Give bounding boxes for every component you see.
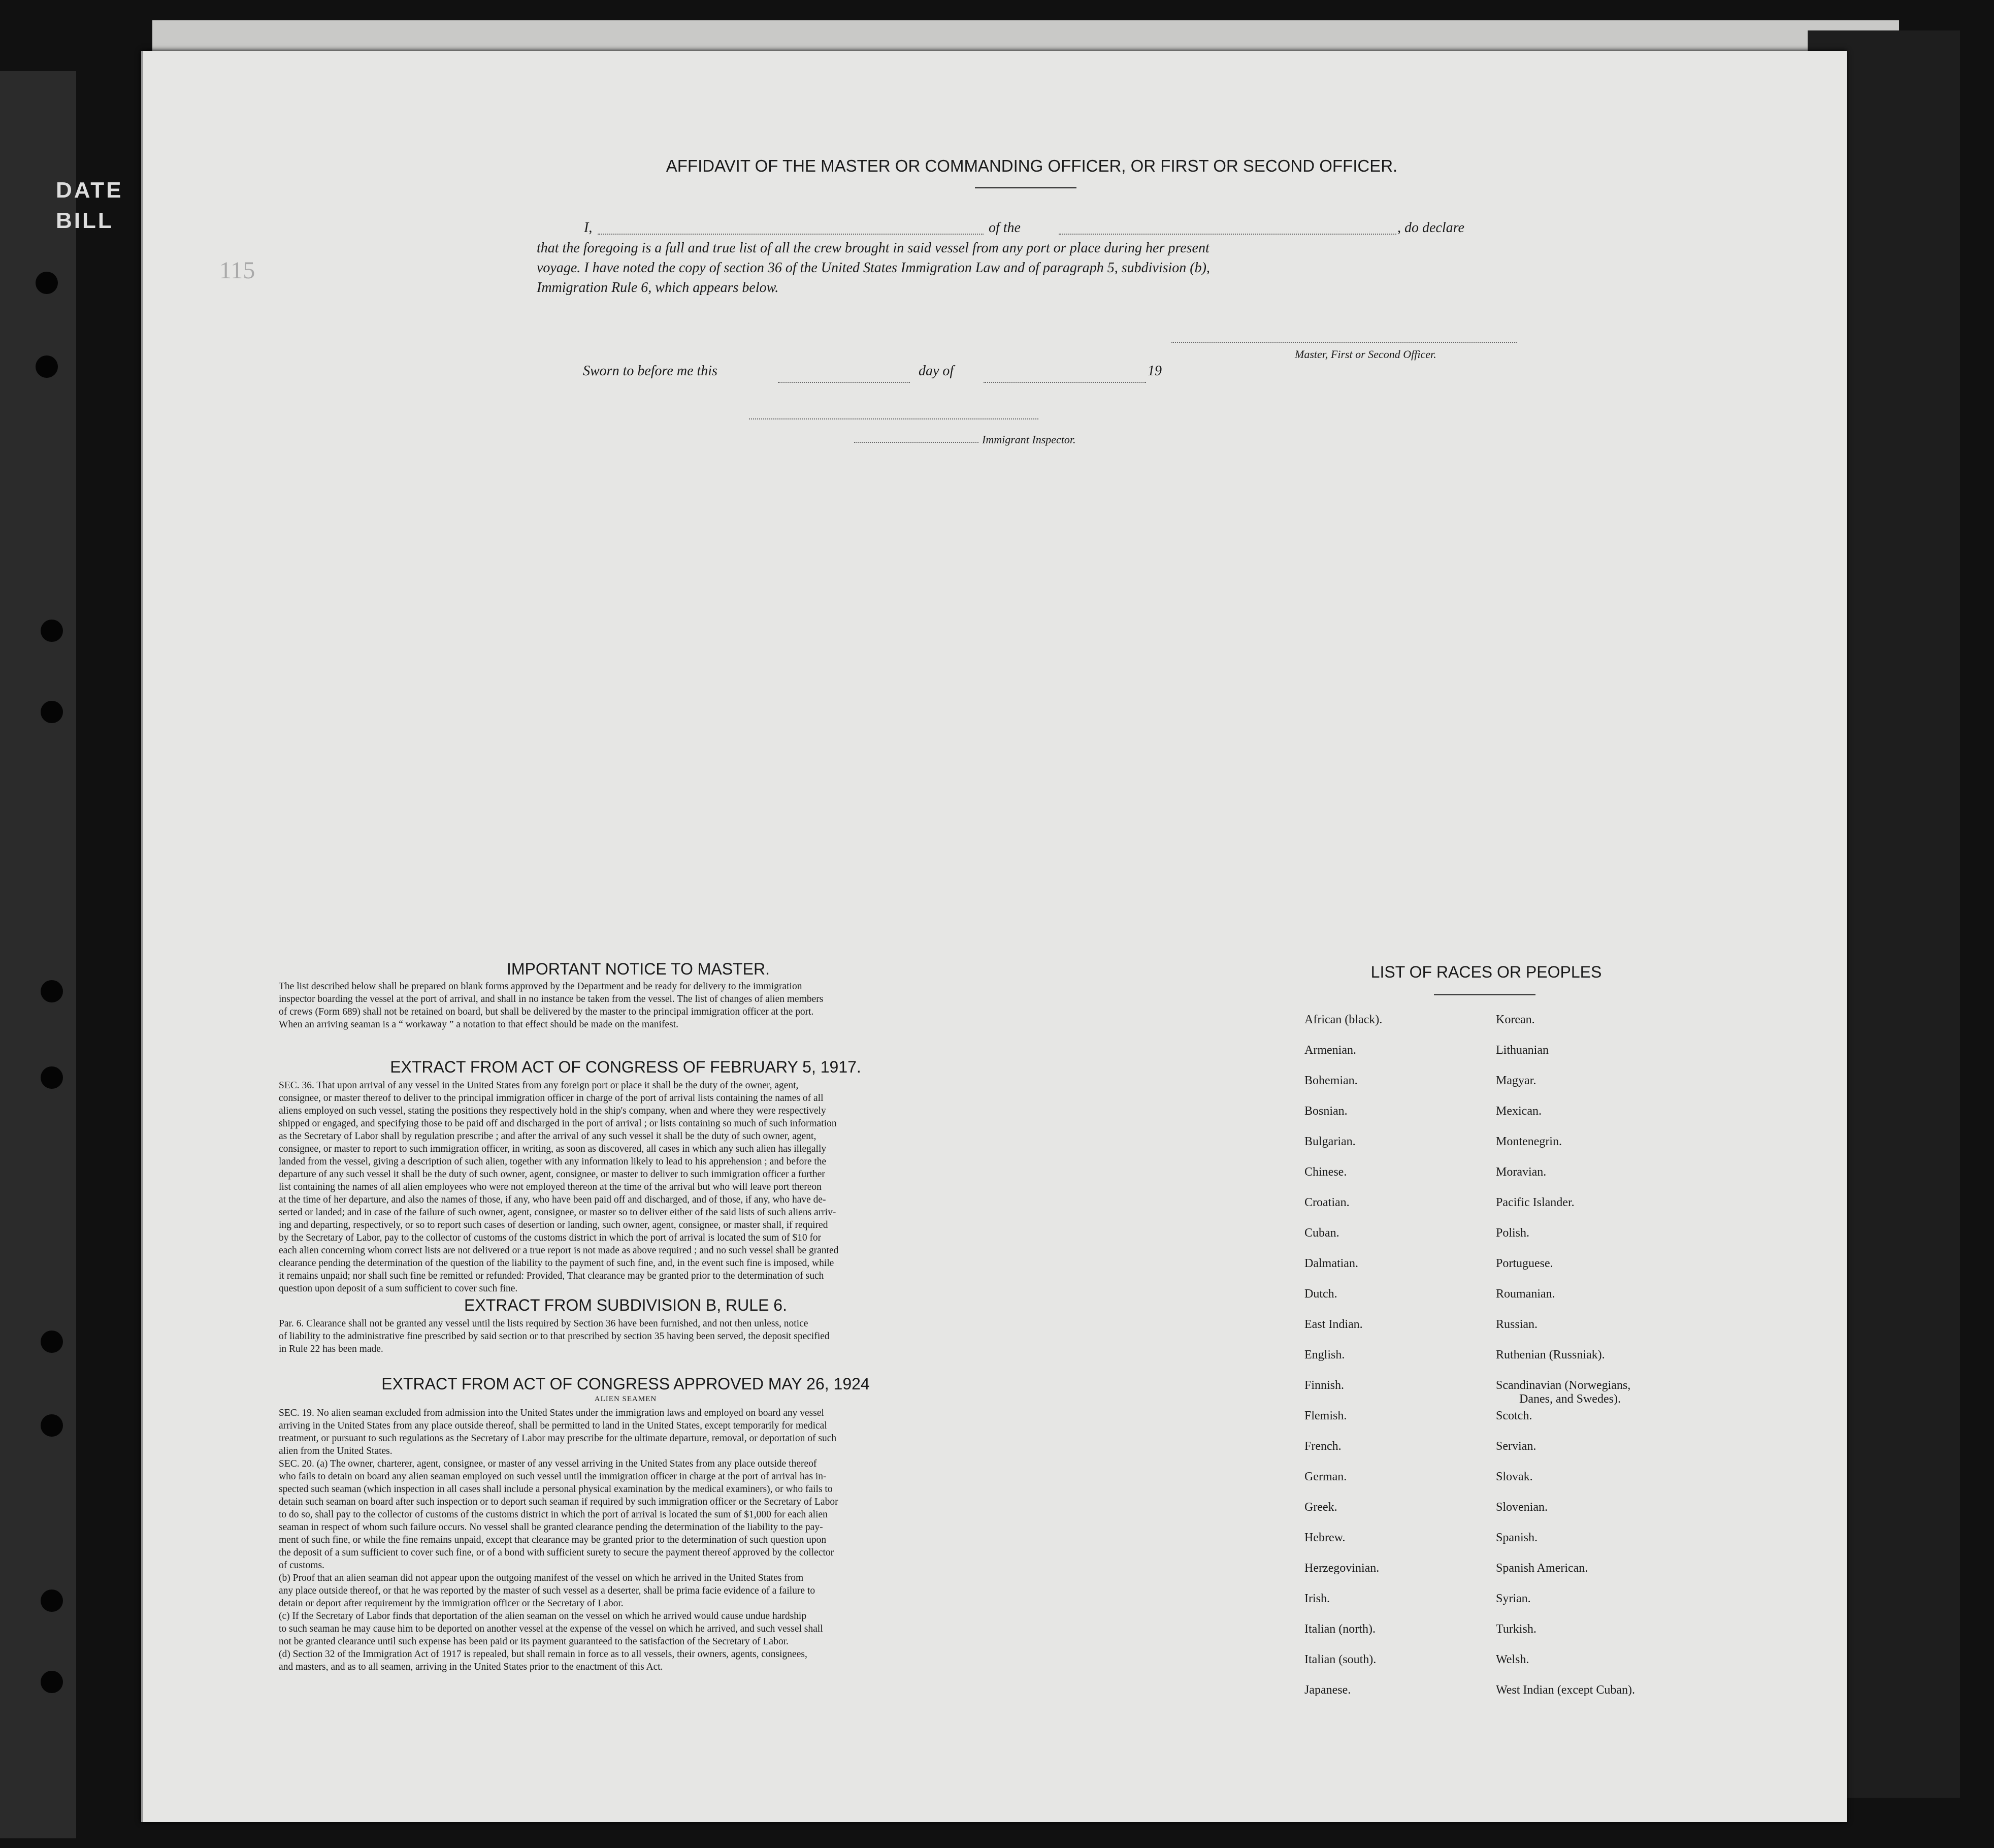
day-of-label: day of	[919, 363, 954, 379]
master-signature-line[interactable]	[1171, 342, 1517, 343]
race-item: Roumanian.	[1496, 1287, 1555, 1301]
year-prefix: 19	[1148, 363, 1162, 379]
race-item: Spanish.	[1496, 1531, 1538, 1544]
race-item: Danes, and Swedes).	[1519, 1392, 1621, 1406]
text-line: of crews (Form 689) shall not be retained on board, but shall be delivered by the master to the principal immigration officer at the port.	[279, 1007, 814, 1017]
sworn-month-line[interactable]	[984, 382, 1146, 383]
text-line: SEC. 20. (a) The owner, charterer, agent, consignee, or master of any vessel arriving in the United States from any place outside thereof	[279, 1458, 817, 1469]
race-item: West Indian (except Cuban).	[1496, 1683, 1635, 1697]
text-line: Par. 6. Clearance shall not be granted any vessel until the lists required by Section 36 have been furnished, and not then unless, notice	[279, 1318, 808, 1329]
text-line: to such seaman he may cause him to be deported on another vessel at the expense of the vessel on which he arrived, and such vessel shall	[279, 1624, 823, 1634]
notice-body	[279, 980, 939, 1031]
races-title: LIST OF RACES OR PEOPLES	[1370, 963, 1602, 981]
text-line: each alien concerning whom correct lists are not delivered or a true report is not made as above required ; and no such vessel shall be granted	[279, 1245, 839, 1256]
text-line: any place outside thereof, or that he was reported by the master of such vessel as a deserter, shall be prima facie evidence of a failure to	[279, 1585, 815, 1596]
bleed-page-number: 115	[219, 257, 255, 284]
text-line: detain such seaman on board after such inspection or to deport such seaman if required by such immigration officer or the Secretary of Labor	[279, 1497, 838, 1507]
race-item: Hebrew.	[1304, 1531, 1346, 1544]
race-item: Scotch.	[1496, 1409, 1532, 1422]
text-line: When an arriving seaman is a “ workaway ” a notation to that effect should be made on the manifest.	[279, 1019, 678, 1030]
race-item: Spanish American.	[1496, 1562, 1588, 1575]
affidavit-title: AFFIDAVIT OF THE MASTER OR COMMANDING OFFICER, OR FIRST OR SECOND OFFICER.	[666, 156, 1398, 175]
race-item: Irish.	[1304, 1592, 1330, 1605]
text-line: who fails to detain on board any alien seaman employed on such vessel until the immigration officer in charge at the port of arrival has in-	[279, 1471, 827, 1482]
binding-strip-left	[0, 71, 76, 1838]
race-item: Polish.	[1496, 1226, 1530, 1240]
text-line: not be granted clearance until such expense has been paid or its payment guaranteed to the satisfaction of the Secretary of Labor.	[279, 1636, 789, 1647]
race-item: Lithuanian	[1496, 1044, 1549, 1057]
text-line: in Rule 22 has been made.	[279, 1344, 383, 1354]
race-item: Bosnian.	[1304, 1105, 1348, 1118]
races-title-underline	[1434, 994, 1535, 995]
affidavit-of-the: of the	[989, 220, 1021, 236]
race-item: African (black).	[1304, 1013, 1383, 1026]
text-line: ing and departing, respectively, or so to report such cases of desertion or landing, such owner, agent, consignee, or master shall, if required	[279, 1220, 828, 1230]
text-line: spected such seaman (which inspection in all cases shall include a personal physical examination by the medical examiners), or who fails to	[279, 1484, 833, 1495]
race-item: Cuban.	[1304, 1226, 1339, 1240]
extract-1924-subtitle: ALIEN SEAMEN	[594, 1395, 657, 1403]
extract-rule6-title: EXTRACT FROM SUBDIVISION B, RULE 6.	[464, 1296, 787, 1314]
race-item: Scandinavian (Norwegians,	[1496, 1379, 1631, 1392]
race-item: Dutch.	[1304, 1287, 1337, 1301]
text-line: SEC. 36. That upon arrival of any vessel in the United States from any foreign port or place it shall be the duty of the owner, agent,	[279, 1080, 799, 1091]
race-item: Portuguese.	[1496, 1257, 1553, 1270]
race-item: English.	[1304, 1348, 1345, 1361]
vessel-fill-line[interactable]	[1059, 234, 1396, 235]
race-item: Chinese.	[1304, 1165, 1347, 1179]
race-item: Russian.	[1496, 1318, 1538, 1331]
notice-title: IMPORTANT NOTICE TO MASTER.	[507, 960, 770, 978]
affidavit-i: I,	[584, 220, 593, 236]
text-line: shipped or engaged, and specifying those to be paid off and discharged in the port of arrival ; or lists containing so much of such information	[279, 1118, 837, 1129]
race-item: Finnish.	[1304, 1379, 1345, 1392]
form-page	[141, 51, 1847, 1822]
text-line: (b) Proof that an alien seaman did not appear upon the outgoing manifest of the vessel on which he arrived in the United States from	[279, 1573, 804, 1583]
text-line: it remains unpaid; nor shall such fine be remitted or refunded: Provided, That clearance may be granted prior to the determination of such	[279, 1271, 824, 1281]
binding-hole	[41, 701, 63, 723]
binding-hole	[41, 1331, 63, 1353]
race-item: Flemish.	[1304, 1409, 1347, 1422]
margin-mark-date: DATE	[56, 178, 123, 203]
affidavit-do-declare: , do declare	[1397, 220, 1464, 236]
extract-1917-title: EXTRACT FROM ACT OF CONGRESS OF FEBRUARY 5, 1917.	[390, 1058, 861, 1076]
text-line: consignee, or master to report to such immigration officer, in writing, as soon as discovered, all cases in which any such alien has illegally	[279, 1144, 827, 1154]
text-line: seaman in respect of whom such failure occurs. No vessel shall be granted clearance pending the determination of the liability to the pay-	[279, 1522, 823, 1533]
race-item: Slovak.	[1496, 1470, 1533, 1483]
race-item: Ruthenian (Russniak).	[1496, 1348, 1605, 1361]
race-item: East Indian.	[1304, 1318, 1363, 1331]
sworn-label: Sworn to before me this	[583, 363, 717, 379]
race-item: Montenegrin.	[1496, 1135, 1562, 1148]
affidavit-line-2: that the foregoing is a full and true list of all the crew brought in said vessel from any port or place during her present	[537, 240, 1210, 256]
inspector-signature-line[interactable]	[749, 418, 1038, 419]
race-item: Slovenian.	[1496, 1501, 1548, 1514]
inspector-dotted-lead	[854, 442, 978, 443]
binding-hole	[41, 1590, 63, 1612]
text-line: landed from the vessel, giving a description of such alien, together with any information likely to lead to his apprehension ; and before the	[279, 1156, 827, 1167]
text-line: departure of any such vessel it shall be the duty of such owner, agent, consignee, or master to deliver to such immigration officer a further	[279, 1169, 825, 1180]
sworn-day-line[interactable]	[778, 382, 910, 383]
text-line: ment of such fine, or while the fine remains unpaid, except that clearance may be granted prior to the determination of such question upon	[279, 1535, 827, 1545]
race-item: Armenian.	[1304, 1044, 1356, 1057]
race-item: Mexican.	[1496, 1105, 1542, 1118]
binding-hole	[41, 1671, 63, 1693]
race-item: Korean.	[1496, 1013, 1535, 1026]
text-line: (c) If the Secretary of Labor finds that deportation of the alien seaman on the vessel on which he arrived would cause undue hardship	[279, 1611, 807, 1622]
race-item: Magyar.	[1496, 1074, 1537, 1087]
binding-hole	[41, 1414, 63, 1437]
inspector-label: Immigrant Inspector.	[982, 433, 1076, 446]
race-item: Bohemian.	[1304, 1074, 1358, 1087]
master-signature-label: Master, First or Second Officer.	[1295, 348, 1436, 361]
text-line: to do so, shall pay to the collector of customs of the customs district in which the port of arrival is located the sum of $1,000 for each alien	[279, 1509, 828, 1520]
race-item: Bulgarian.	[1304, 1135, 1356, 1148]
text-line: The list described below shall be prepared on blank forms approved by the Department and be ready for delivery to the immigration	[279, 981, 802, 992]
text-line: by the Secretary of Labor, pay to the collector of customs of the customs district in which the port of arrival is located the sum of $10 for	[279, 1233, 822, 1243]
text-line: arriving in the United States from any place outside thereof, shall be permitted to land in the United States, except temporarily for medical	[279, 1420, 827, 1431]
binding-hole	[41, 1066, 63, 1089]
title-underline	[975, 187, 1076, 188]
race-item: Syrian.	[1496, 1592, 1531, 1605]
race-item: Croatian.	[1304, 1196, 1350, 1209]
race-item: Dalmatian.	[1304, 1257, 1358, 1270]
margin-mark-bill: BILL	[56, 208, 114, 233]
text-line: and masters, and as to all seamen, arriving in the United States prior to the enactment of this Act.	[279, 1662, 663, 1672]
binding-hole	[36, 272, 58, 294]
text-line: of customs.	[279, 1560, 324, 1571]
text-line: treatment, or pursuant to such regulations as the Secretary of Labor may prescribe for the ultimate departure, removal, or deportation of such	[279, 1433, 837, 1444]
binding-hole	[41, 620, 63, 642]
race-item: Welsh.	[1496, 1653, 1529, 1666]
race-item: Italian (north).	[1304, 1623, 1376, 1636]
name-fill-line[interactable]	[598, 234, 984, 235]
text-line: as the Secretary of Labor shall by regulation prescribe ; and after the arrival of any such vessel it shall be the duty of such owner, agent,	[279, 1131, 816, 1142]
extract-1917-body	[279, 1079, 939, 1295]
extract-1924-body	[279, 1407, 939, 1673]
text-line: aliens employed on such vessel, stating the positions they respectively hold in the ship's company, when and where they were respectively	[279, 1106, 826, 1116]
race-item: Herzegovinian.	[1304, 1562, 1380, 1575]
race-item: German.	[1304, 1470, 1347, 1483]
binding-hole	[36, 355, 58, 378]
race-item: Japanese.	[1304, 1683, 1351, 1697]
text-line: the deposit of a sum sufficient to cover such fine, or of a bond with sufficient surety to secure the payment thereof approved by the collector	[279, 1547, 834, 1558]
race-item: Italian (south).	[1304, 1653, 1377, 1666]
race-item: French.	[1304, 1440, 1342, 1453]
affidavit-line-3: voyage. I have noted the copy of section 36 of the United States Immigration Law and of paragraph 5, subdivision (b),	[537, 260, 1210, 276]
text-line: (d) Section 32 of the Immigration Act of 1917 is repealed, but shall remain in force as to all vessels, their owners, agents, consignees,	[279, 1649, 807, 1660]
race-item: Moravian.	[1496, 1165, 1547, 1179]
text-line: question upon deposit of a sum sufficient to cover such fine.	[279, 1283, 518, 1294]
text-line: SEC. 19. No alien seaman excluded from admission into the United States under the immigration laws and employed on board any vessel	[279, 1408, 824, 1418]
text-line: serted or landed; and in case of the failure of such owner, agent, consignee, or master so to deliver either of the said lists of such aliens arriv-	[279, 1207, 836, 1218]
extract-rule6-body	[279, 1317, 939, 1355]
binding-hole	[41, 980, 63, 1002]
text-line: alien from the United States.	[279, 1446, 393, 1456]
text-line: of liability to the administrative fine prescribed by said section or to that prescribed by section 35 having been served, the deposit specified	[279, 1331, 830, 1342]
race-item: Greek.	[1304, 1501, 1337, 1514]
text-line: clearance pending the determination of the question of the liability to the payment of such fine, and, in the event such fine is imposed, while	[279, 1258, 834, 1269]
text-line: list containing the names of all alien employees who were not employed thereon at the time of the arrival but who will leave port thereon	[279, 1182, 822, 1192]
extract-1924-title: EXTRACT FROM ACT OF CONGRESS APPROVED MAY 26, 1924	[381, 1375, 870, 1393]
affidavit-line-4: Immigration Rule 6, which appears below.	[537, 280, 779, 296]
race-item: Turkish.	[1496, 1623, 1537, 1636]
race-item: Pacific Islander.	[1496, 1196, 1575, 1209]
text-line: inspector boarding the vessel at the port of arrival, and shall in no instance be taken from the vessel. The list of changes of alien members	[279, 994, 824, 1004]
text-line: consignee, or master thereof to deliver to the principal immigration officer in charge of the port of arrival lists containing the names of all	[279, 1093, 824, 1104]
text-line: detain or deport after requirement by the immigration officer or the Secretary of Labor.	[279, 1598, 624, 1609]
text-line: at the time of her departure, and also the names of those, if any, who have been paid off and discharged, and of those, if any, who have de-	[279, 1194, 826, 1205]
race-item: Servian.	[1496, 1440, 1537, 1453]
